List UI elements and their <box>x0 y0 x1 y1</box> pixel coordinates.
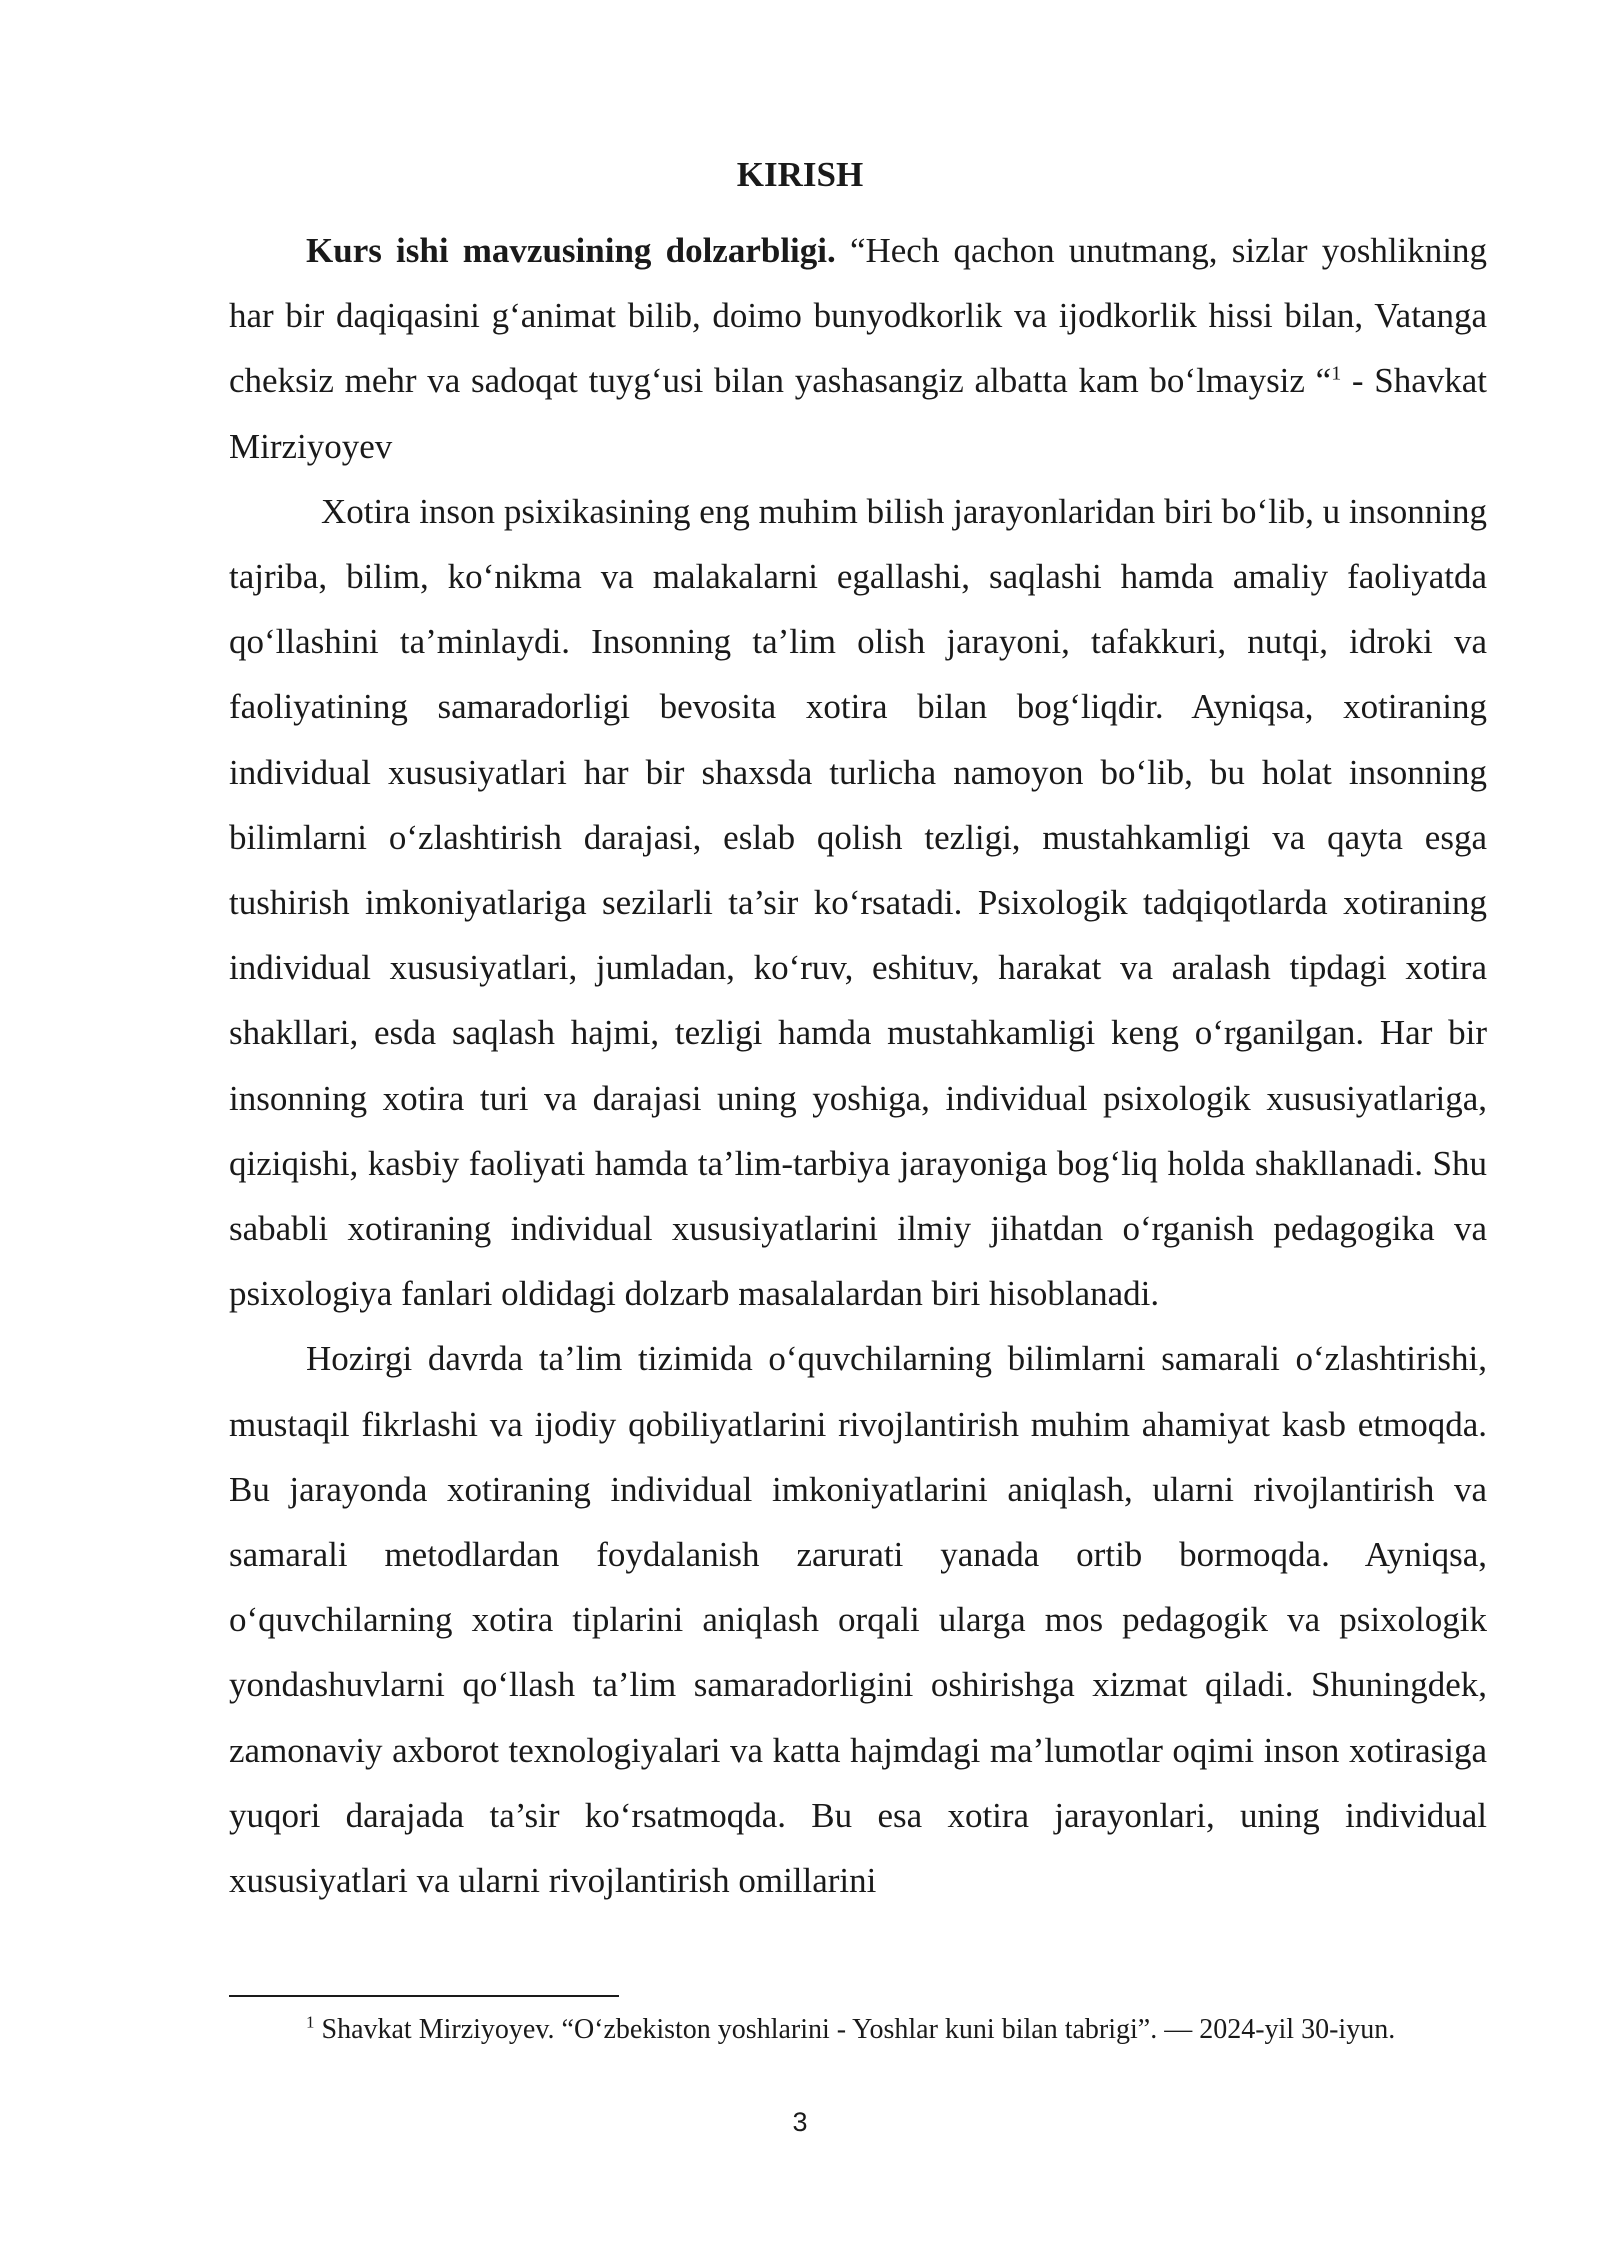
quote-text: “Hech qachon unutmang, sizlar yoshlikning har bir daqiqasini g‘animat bilib, doimo bunyodkorlik va ijodkorlik hissi bilan, Vatanga cheksiz mehr va sadoqat tuyg‘usi bilan yashasangiz albatta kam bo‘lmaysiz “ <box>229 231 1487 401</box>
page-number: 3 <box>792 2107 808 2137</box>
footnote-reference: 1 <box>1331 362 1342 385</box>
quote-attribution: - Shavkat Mirziyoyev <box>229 361 1487 466</box>
footnote-number: 1 <box>306 2012 315 2032</box>
footnote <box>229 2010 1487 2050</box>
section-heading: KIRISH <box>736 155 864 194</box>
paragraph-2: Xotira inson psixikasining eng muhim bilish jarayonlaridan biri bo‘lib, u insonning tajriba, bilim, ko‘nikma va malakalarni egallashi, saqlashi hamda amaliy faoliyatda qo‘llashini ta’minlaydi. Insonning ta’lim olish jarayoni, tafakkuri, nutqi, idroki va faoliyatining samaradorligi bevosita xotira bilan bog‘liqdir. Ayniqsa, xotiraning individual xususiyatlari har bir shaxsda turlicha namoyon bo‘lib, bu holat insonning bilimlarni o‘zlashtirish darajasi, eslab qolish tezligi, mustahkamligi va qayta esga tushirish imkoniyatlariga sezilarli ta’sir ko‘rsatadi. Psixologik tadqiqotlarda xotiraning individual xususiyatlari, jumladan, ko‘ruv, eshituv, harakat va aralash tipdagi xotira shakllari, esda saqlash hajmi, tezligi hamda mustahkamligi keng o‘rganilgan. Har bir insonning xotira turi va darajasi uning yoshiga, individual psixologik xususiyatlariga, qiziqishi, kasbiy faoliyati hamda ta’lim-tarbiya jarayoniga bog‘liq holda shakllanadi. Shu sababli xotiraning individual xususiyatlarini ilmiy jihatdan o‘rganish pedagogika va psixologiya fanlari oldidagi dolzarb masalalardan biri hisoblanadi. <box>229 491 1487 1314</box>
paragraph-3: Hozirgi davrda ta’lim tizimida o‘quvchilarning bilimlarni samarali o‘zlashtirishi, mustaqil fikrlashi va ijodiy qobiliyatlarini rivojlantirish muhim ahamiyat kasb etmoqda. Bu jarayonda xotiraning individual imkoniyatlarini aniqlash, ularni rivojlantirish va samarali metodlardan foydalanish zarurati yanada ortib bormoqda. Ayniqsa, o‘quvchilarning xotira tiplarini aniqlash orqali ularga mos pedagogik va psixologik yondashuvlarni qo‘llash ta’lim samaradorligini oshirishga xizmat qiladi. Shuningdek, zamonaviy axborot texnologiyalari va katta hajmdagi ma’lumotlar oqimi inson xotirasiga yuqori darajada ta’sir ko‘rsatmoqda. Bu esa xotira jarayonlari, uning individual xususiyatlari va ularni rivojlantirish omillarini <box>229 1339 1487 1901</box>
paragraph-lead-in: Kurs ishi mavzusining dolzarbligi. <box>306 231 836 270</box>
paragraph-1 <box>229 218 1487 479</box>
footnote-text: Shavkat Mirziyoyev. “O‘zbekiston yoshlarini - Yoshlar kuni bilan tabrigi”. — 2024-yil 30-iyun. <box>314 2014 1396 2045</box>
footnote-separator <box>229 1995 619 1997</box>
body-text <box>229 218 1487 1913</box>
